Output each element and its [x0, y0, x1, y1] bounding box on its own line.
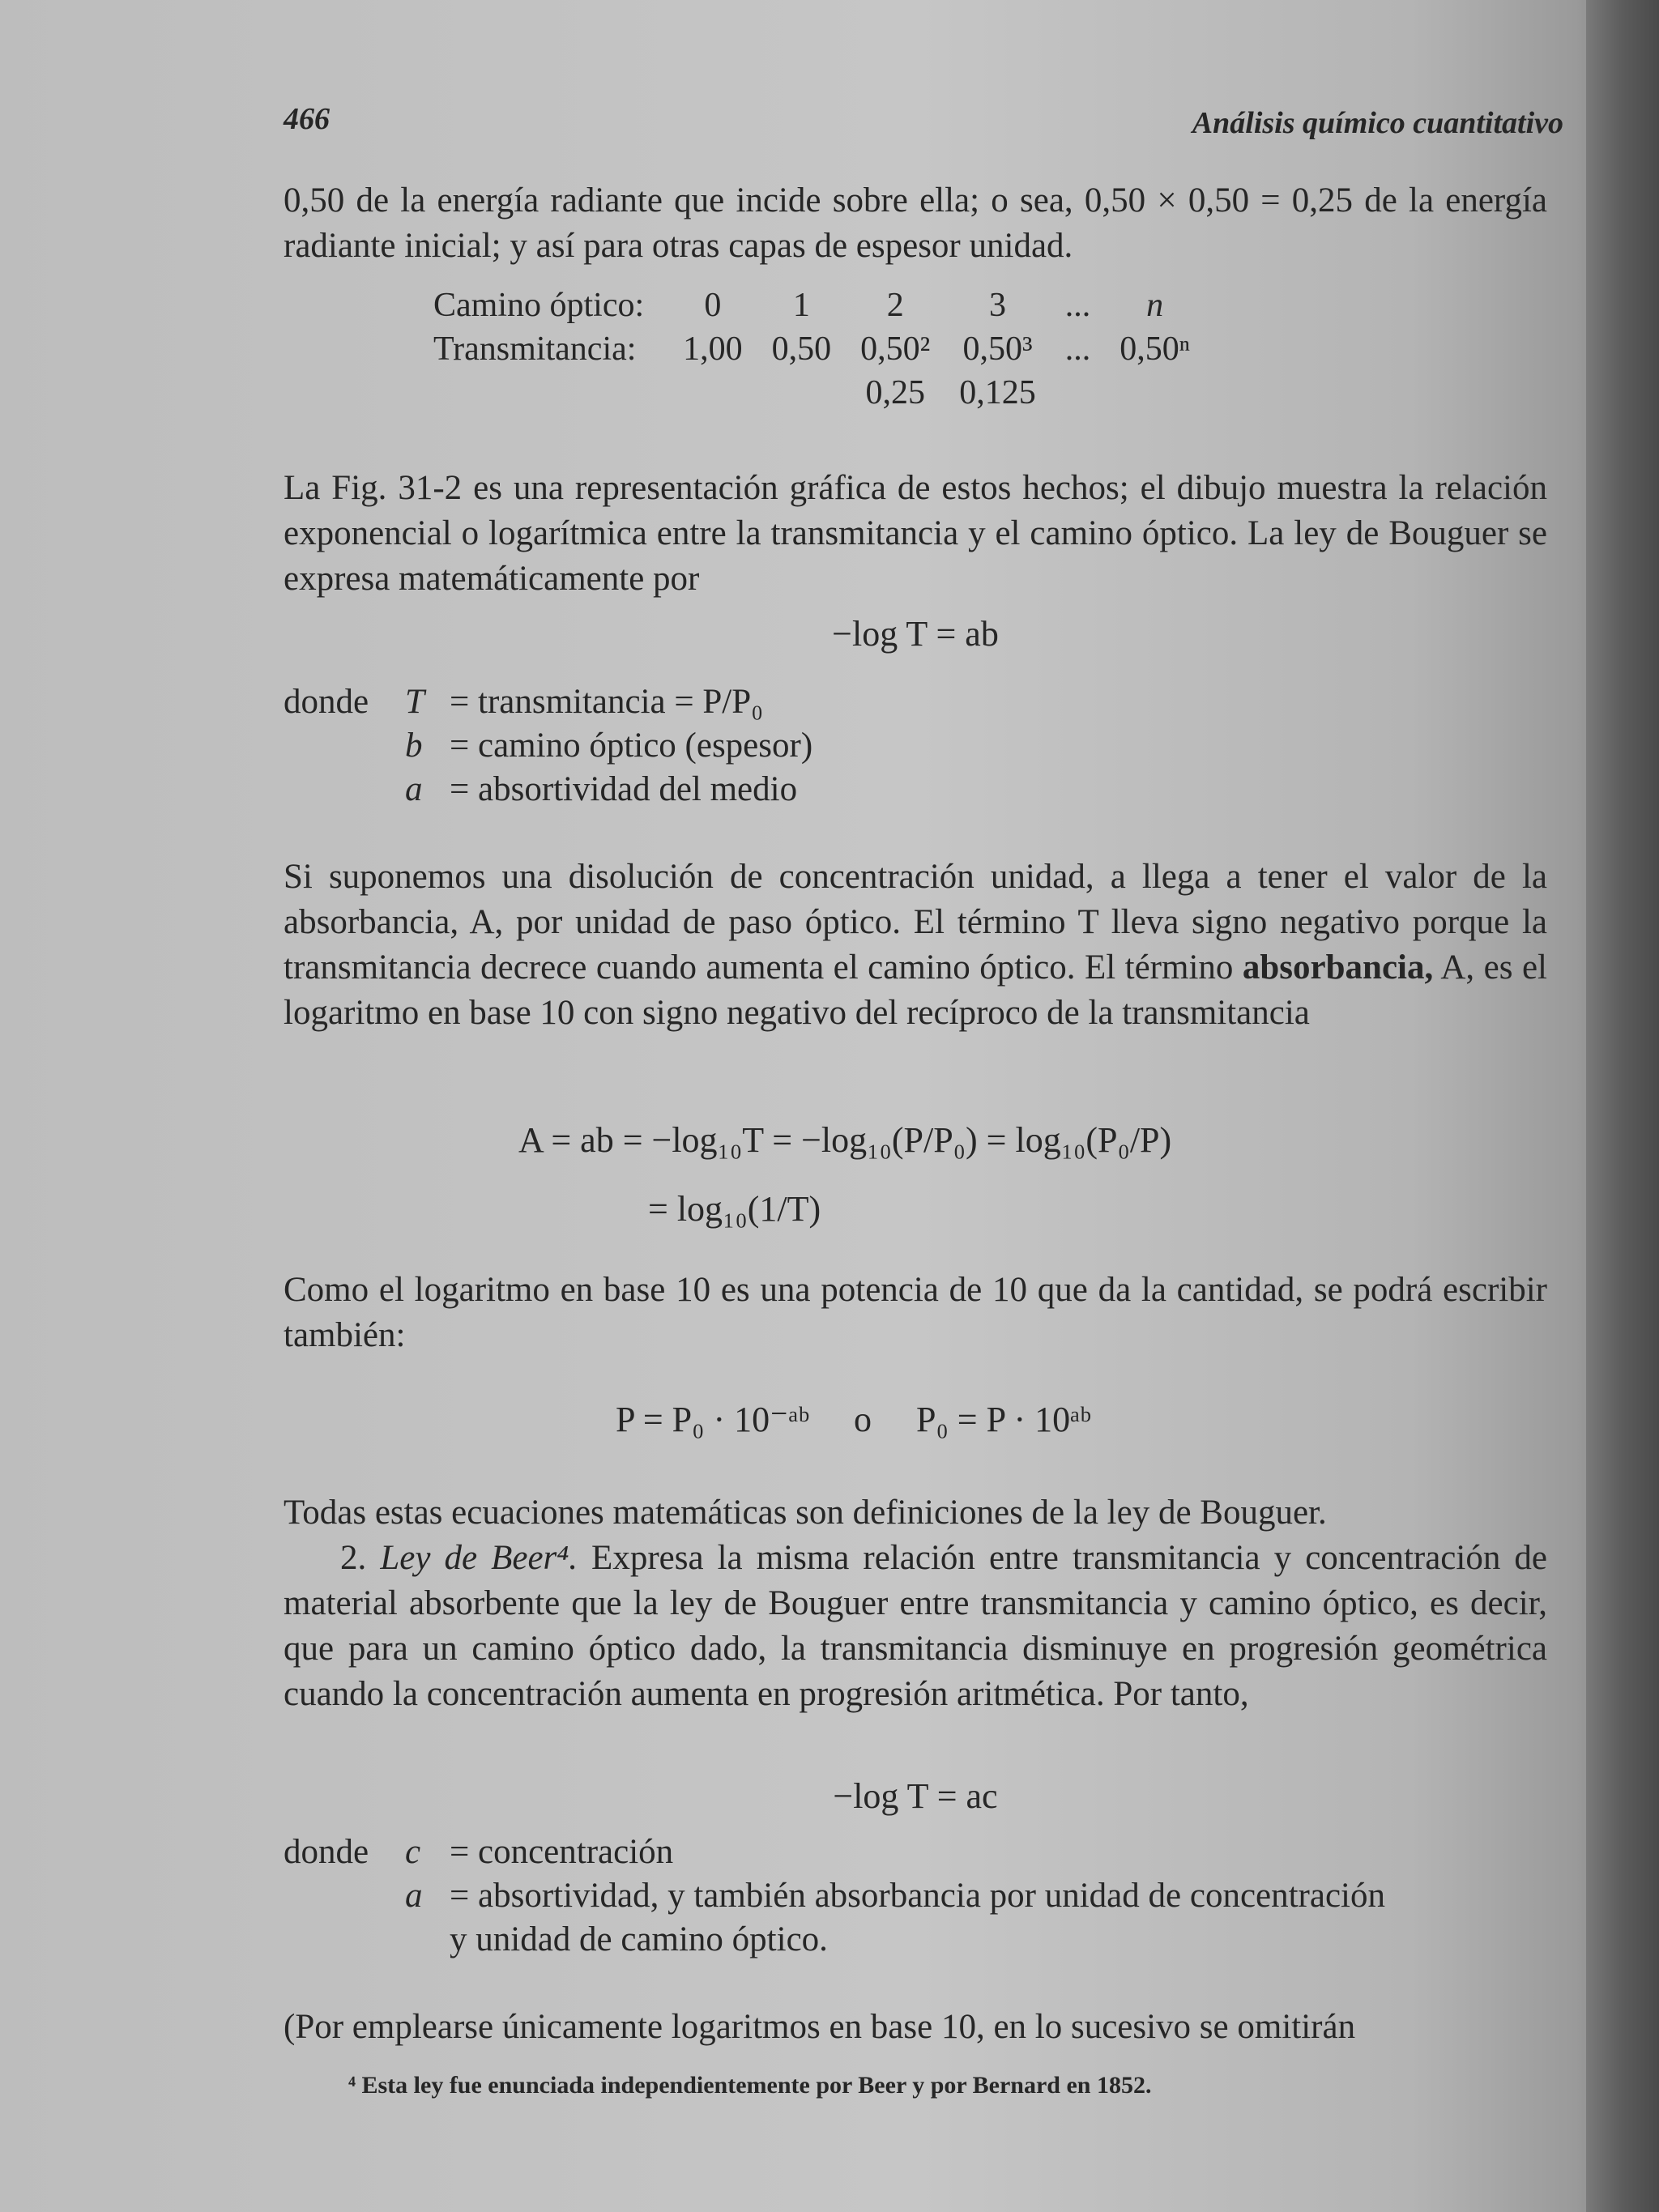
- page-number: 466: [284, 102, 330, 136]
- running-header: [284, 101, 1563, 150]
- paragraph-2: La Fig. 31-2 es una representación gráfica de estos hechos; el dibujo muestra la relación exponencial o logarítmica entre la transmitancia y el camino óptico. La ley de Bouguer se expresa matemáticamente por: [284, 469, 1547, 598]
- definition-text: = absortividad del medio: [450, 770, 798, 808]
- definition-row: [284, 768, 812, 812]
- footnote: ⁴ Esta ley fue enunciada independientemente por Beer y por Bernard en 1852.: [348, 2072, 1152, 2099]
- table-cell: [1105, 371, 1205, 415]
- table-cell: 0,50²: [860, 330, 931, 368]
- row-label: Transmitancia:: [433, 330, 637, 368]
- table-cell: 3: [989, 287, 1006, 324]
- table-cell: 0: [704, 287, 722, 324]
- definition-symbol: T: [405, 683, 424, 721]
- table-cell: [757, 371, 847, 415]
- book-spine-edge: [1586, 0, 1659, 2212]
- paragraph-1: 0,50 de la energía radiante que incide sobre ella; o sea, 0,50 × 0,50 = 0,25 de la energía radiante inicial; y así para otras capas de espesor unidad.: [284, 181, 1547, 265]
- table-cell: [1051, 371, 1106, 415]
- definition-row: [284, 1918, 1385, 1962]
- definitions-1: [284, 680, 812, 812]
- equation-beer: −log T = ac: [833, 1776, 998, 1816]
- equation-absorbance: A = ab = −log₁₀T = −log₁₀(P/P₀) = log₁₀(P₀/P): [518, 1120, 1172, 1160]
- table-row: [433, 371, 1205, 415]
- table-cell: n: [1146, 287, 1164, 324]
- definition-row: [284, 680, 812, 724]
- definition-text: = transmitancia = P/P₀: [450, 683, 764, 721]
- table-cell: 1: [792, 287, 810, 324]
- running-title: Análisis químico cuantitativo: [1192, 106, 1563, 140]
- table-cell: 2: [886, 287, 904, 324]
- paragraph-3: [284, 855, 1547, 1036]
- definition-symbol: b: [405, 727, 423, 765]
- term-absorbancia: absorbancia,: [1242, 948, 1434, 987]
- table-cell: 0,50³: [962, 330, 1033, 368]
- table-cell: ...: [1064, 330, 1091, 368]
- table-row: [433, 283, 1205, 327]
- definition-text: = concentración: [450, 1833, 674, 1871]
- table-row: [433, 327, 1205, 371]
- table-cell: [668, 371, 757, 415]
- definition-symbol: c: [405, 1833, 421, 1871]
- section-number: 2.: [340, 1539, 367, 1577]
- section-title: Ley de Beer⁴.: [380, 1539, 578, 1577]
- definition-symbol: a: [405, 770, 423, 808]
- book-page: [284, 89, 1563, 2163]
- paragraph-5: Todas estas ecuaciones matemáticas son definiciones de la ley de Bouguer.: [284, 1494, 1327, 1532]
- paragraph-6-text: Expresa la misma relación entre transmitancia y concentración de material absorbente que la ley de Bouguer entre transmitancia y camino óptico, es decir, que para un camino óptico dado, la transmitancia disminuye en progresión geométrica cuando la concentración aumenta en progresión aritmética. Por tanto,: [284, 1539, 1547, 1713]
- equation-power: [616, 1397, 1091, 1443]
- definition-text: y unidad de camino óptico.: [450, 1920, 828, 1958]
- table-cell: 0,125: [959, 374, 1036, 411]
- table-cell: 0,50ⁿ: [1120, 330, 1190, 368]
- paragraph-4: Como el logaritmo en base 10 es una potencia de 10 que da la cantidad, se podrá escribir también:: [284, 1271, 1547, 1354]
- donde-label: donde: [284, 1833, 369, 1871]
- definition-row: [284, 1831, 1385, 1874]
- paragraph-6: [284, 1536, 1547, 1717]
- definition-text: = camino óptico (espesor): [450, 727, 813, 765]
- definitions-2: [284, 1831, 1385, 1962]
- definition-row: [284, 1874, 1385, 1918]
- table-cell: ...: [1064, 287, 1091, 324]
- table-cell: 0,50: [771, 330, 832, 368]
- equation-or: o: [854, 1400, 872, 1439]
- row-label: Camino óptico:: [433, 287, 645, 324]
- paragraph-3-before: Si suponemos una disolución de concentración unidad, a llega a tener el valor de la absorbancia, A, por unidad de paso óptico. El término T lleva signo negativo porque la transmitancia decrece cuando aumenta el camino óptico. El término: [284, 858, 1547, 987]
- paragraph-7: (Por emplearse únicamente logaritmos en base 10, en lo sucesivo se omitirán: [284, 2008, 1356, 2046]
- table-cell: 1,00: [683, 330, 743, 368]
- donde-label: donde: [284, 683, 369, 721]
- table-cell: 0,25: [865, 374, 925, 411]
- definition-symbol: [405, 1918, 450, 1962]
- row-label: [433, 371, 668, 415]
- transmittance-table: [433, 283, 1205, 415]
- equation-power-right: P₀ = P · 10ᵃᵇ: [916, 1400, 1091, 1439]
- definition-row: [284, 724, 812, 768]
- paragraph-3-after: A, es el logaritmo en base 10 con signo negativo del recíproco de la transmitancia: [284, 948, 1548, 1032]
- equation-absorbance-2: = log₁₀(1/T): [648, 1189, 821, 1229]
- definition-text: = absortividad, y también absorbancia por unidad de concentración: [450, 1877, 1385, 1915]
- equation-bouguer: −log T = ab: [832, 614, 999, 654]
- definition-symbol: a: [405, 1877, 423, 1915]
- equation-power-left: P = P₀ · 10⁻ᵃᵇ: [616, 1400, 809, 1439]
